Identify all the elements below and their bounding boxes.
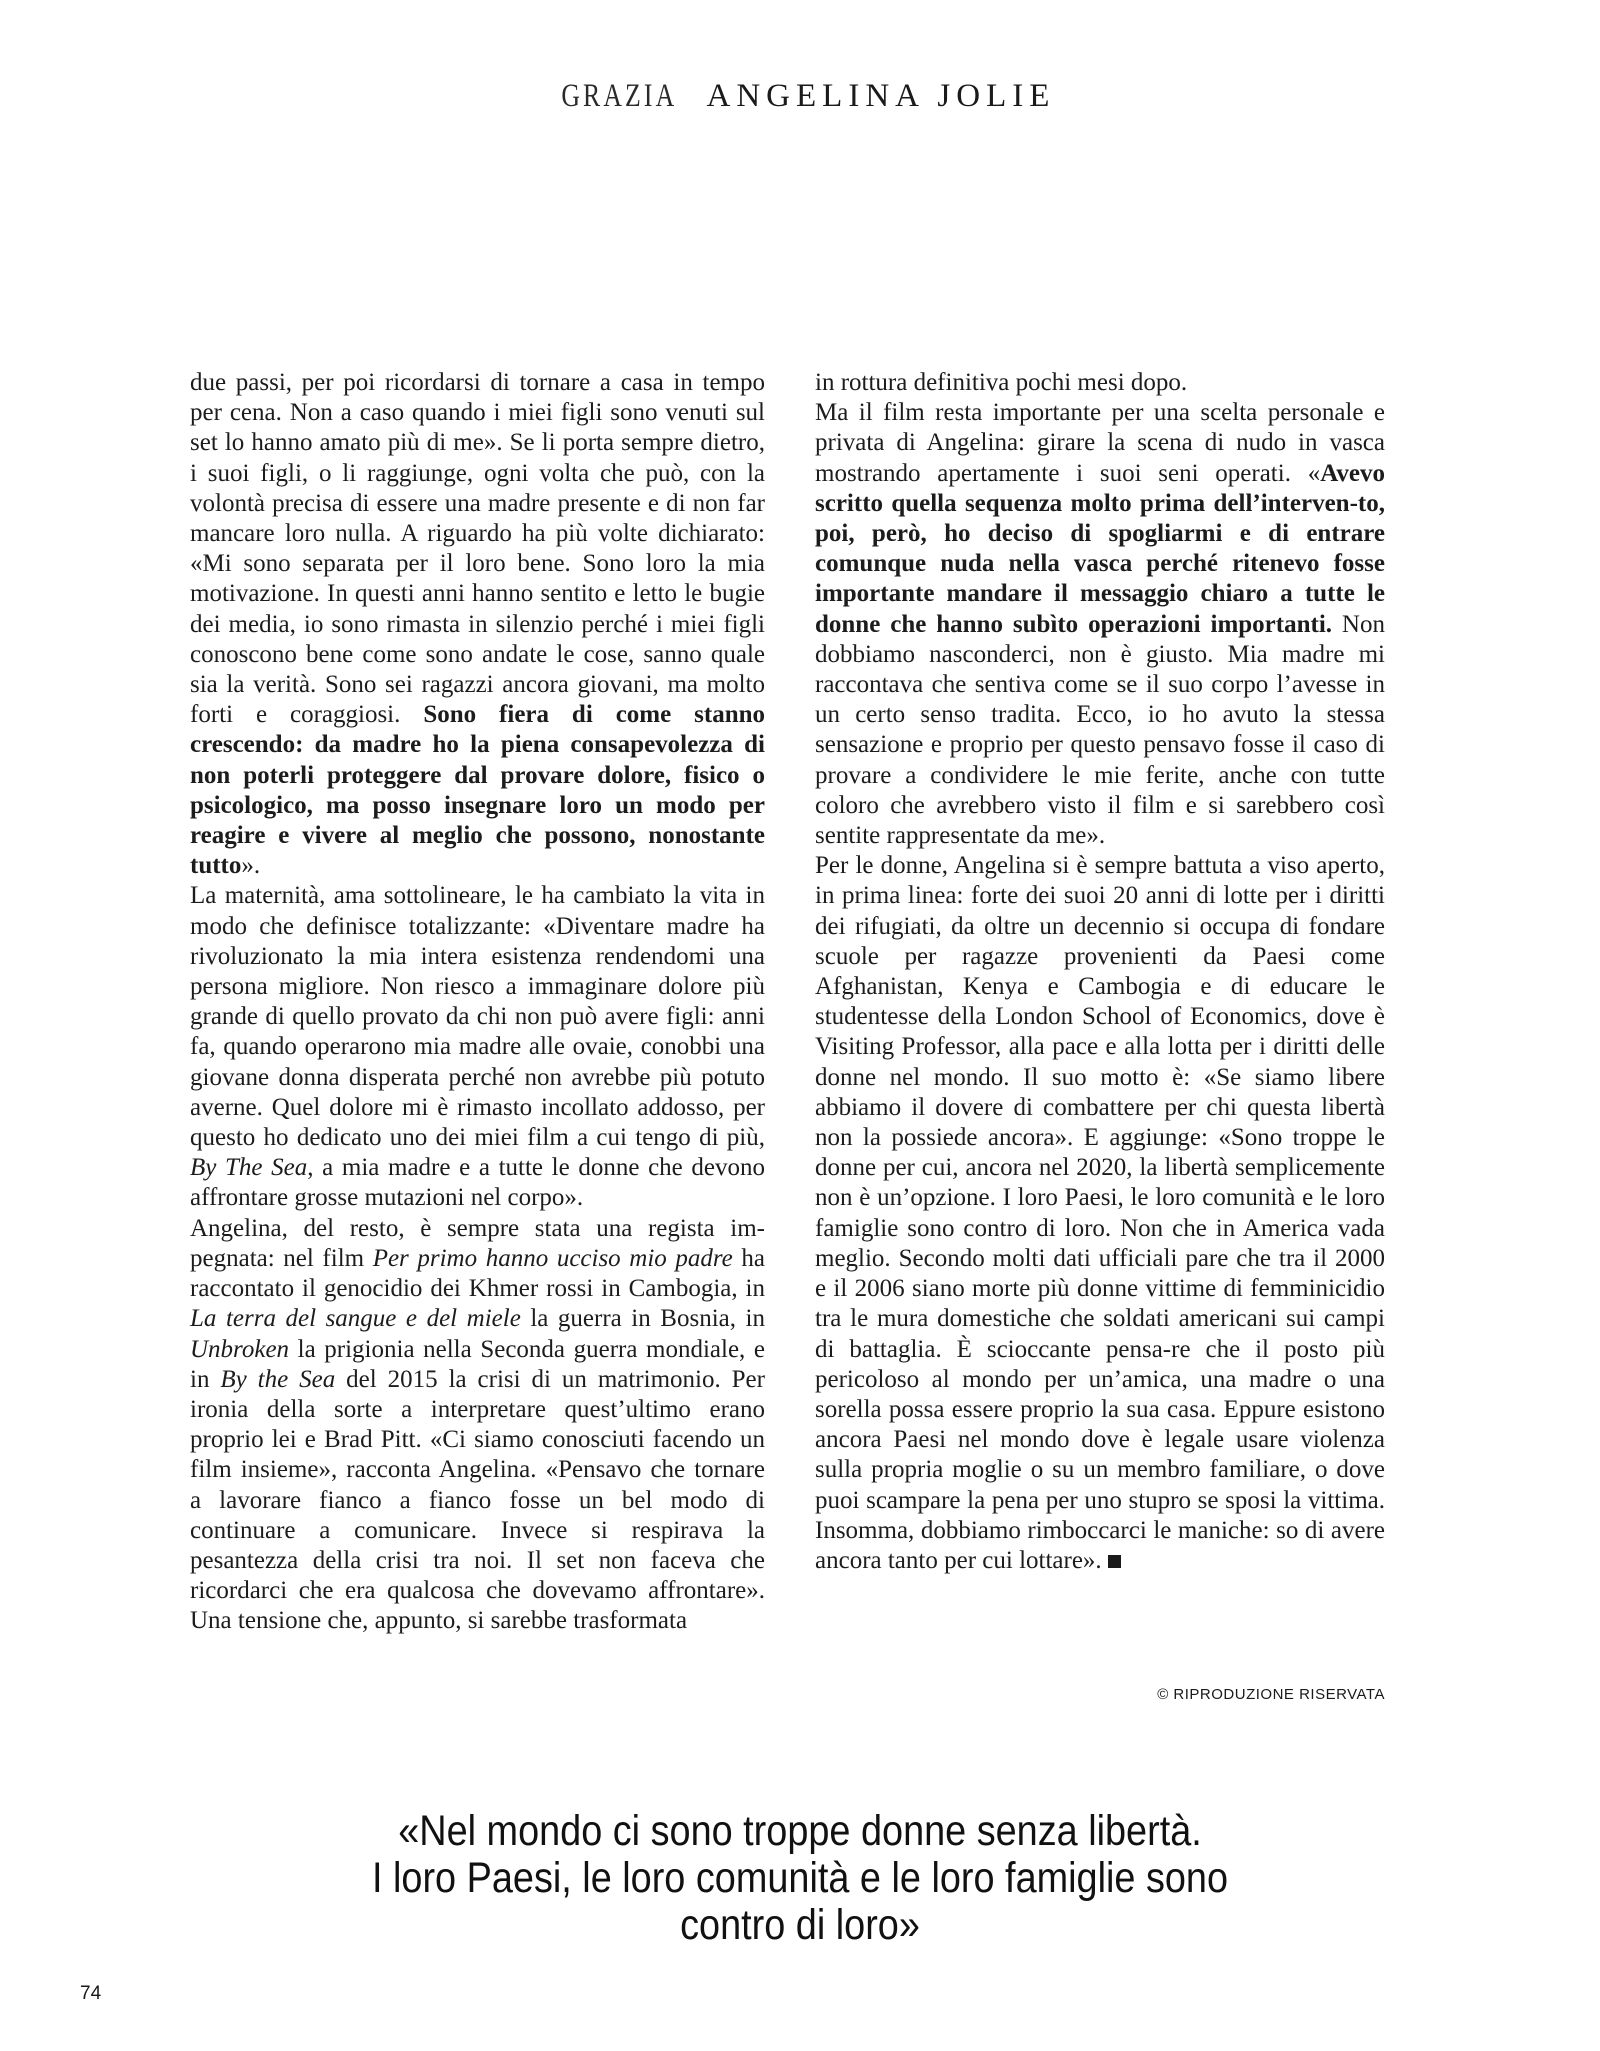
pull-quote-line: «Nel mondo ci sono troppe donne senza libertà. (398, 1807, 1202, 1855)
paragraph (815, 368, 1385, 398)
film-title: By The Sea (190, 1154, 308, 1182)
article-subject: ANGELINA JOLIE (706, 78, 1056, 114)
body-text: , a mia madre e a tutte le donne che devono affrontare grosse mutazioni nel corpo». (190, 1154, 765, 1212)
paragraph (815, 398, 1385, 851)
body-text: La maternità, ama sottolineare, le ha cambiato la vita in modo che definisce totalizzante: «Diventare madre ha rivoluzionato la mia intera esistenza rendendomi una persona migliore. Non riesco a immaginare dolore più grande di quello provato da chi non può avere figli: anni fa, quando operarono mia madre alle ovaie, conobbi una giovane donna disperata perché non avrebbe più potuto averne. Quel dolore mi è rimasto incollato addosso, per questo ho dedicato uno dei miei film a cui tengo di più, (190, 882, 765, 1152)
bold-quote: Avevo scritto quella sequenza molto prima dell’interven-to, poi, però, ho deciso di spogliarmi e di entrare comunque nuda nella vasca perché ritenevo fosse importante mandare il messaggio chiaro a tutte le donne che hanno subìto operazioni importanti. (815, 459, 1385, 638)
body-text: del 2015 la crisi di un matrimonio. Per ironia della sorte a interpretare quest’ultimo erano proprio lei e Brad Pitt. «Ci siamo conosciuti facendo un film insieme», racconta Angelina. «Pensavo che tornare a lavorare fianco a fianco fosse un bel modo di continuare a comunicare. Invece si respirava la pesantezza della crisi tra noi. Il set non faceva che ricordarci che era qualcosa che dovevamo affrontare». Una tensione che, appunto, si sarebbe trasformata (190, 1365, 765, 1635)
page-number: 74 (80, 1983, 102, 2004)
right-text-column (815, 368, 1385, 1576)
end-mark-icon (1108, 1555, 1121, 1568)
film-title: Per primo hanno ucciso mio padre (372, 1244, 733, 1272)
bold-quote: Sono fiera di come stanno crescendo: da madre ho la piena consapevolezza di non poterli proteggere dal provare dolore, fisico o psicologico, ma posso insegnare loro un modo per reagire e vivere al meglio che possono, nonostante tutto (190, 701, 766, 880)
left-text-column (190, 368, 765, 1637)
paragraph (190, 881, 765, 1213)
body-text: la prigionia nella Seconda guerra mondiale, e in (190, 1335, 765, 1393)
body-text: Angelina, del resto, è sempre stata una regista im-pegnata: nel film (190, 1214, 765, 1272)
paragraph (190, 1214, 765, 1637)
copyright-notice: © RIPRODUZIONE RISERVATA (1157, 1686, 1385, 1703)
body-text: Per le donne, Angelina si è sempre battuta a viso aperto, in prima linea: forte dei suoi 20 anni di lotte per i diritti dei rifugiati, da oltre un decennio si occupa di fondare scuole per ragazze provenienti da Paesi come Afghanistan, Kenya e Cambogia e di educare le studentesse della London School of Economics, dove è Visiting Professor, alla pace e alla lotta per i diritti delle donne nel mondo. Il suo motto è: «Se siamo libere abbiamo il dovere di combattere per chi questa libertà non la possiede ancora». E aggiunge: «Sono troppe le donne per cui, ancora nel 2020, la libertà semplicemente non è un’opzione. I loro Paesi, le loro comunità e le loro famiglie sono contro di loro. Non che in America vada meglio. Secondo molti dati ufficiali pare che tra il 2000 e il 2006 siano morte più donne vittime di femminicidio tra le mura domestiche che soldati americani sui campi di battaglia. È scioccante pensa-re che il posto più pericoloso al mondo per un’amica, una madre o una sorella possa essere proprio la sua casa. Eppure esistono ancora Paesi nel mondo dove è legale usare violenza sulla propria moglie o su un membro familiare, o dove puoi scampare la pena per uno stupro se sposi la vittima. Insomma, dobbiamo rimboccarci le maniche: so di avere ancora tanto per cui lottare». (815, 852, 1385, 1574)
film-title: Unbroken (190, 1335, 290, 1363)
body-text: ha raccontato il genocidio dei Khmer rossi in Cambogia, in (190, 1244, 765, 1303)
body-text: in rottura definitiva pochi mesi dopo. (815, 369, 1188, 396)
body-text: ». (241, 852, 261, 880)
pull-quote (272, 1808, 1328, 1949)
magazine-brand: GRAZIA (560, 78, 677, 114)
film-title: By the Sea (220, 1365, 336, 1393)
paragraph (190, 368, 765, 881)
running-header (0, 78, 1600, 115)
pull-quote-line: contro di loro» (680, 1901, 920, 1949)
film-title: La terra del sangue e del miele (190, 1305, 521, 1333)
body-text: la guerra in Bosnia, in (520, 1305, 765, 1333)
body-text: due passi, per poi ricordarsi di tornare a casa in tempo per cena. Non a caso quando i miei figli sono venuti sul set lo hanno amato più di me». Se li porta sempre dietro, i suoi figli, o li raggiunge, ogni volta che può, con la volontà precisa di essere una madre presente e di non far mancare loro nulla. A riguardo ha più volte dichiarato: «Mi sono separata per il loro bene. Sono loro la mia motivazione. In questi anni hanno sentito e letto le bugie dei media, io sono rimasta in silenzio perché i miei figli conoscono bene come sono andate le cose, sanno quale sia la verità. Sono sei ragazzi ancora giovani, ma molto forti e coraggiosi. (190, 369, 765, 729)
body-text: Ma il film resta importante per una scelta personale e privata di Angelina: girare la scena di nudo in vasca mostrando apertamente i suoi seni operati. « (815, 399, 1385, 487)
paragraph (815, 851, 1385, 1576)
body-text: Non dobbiamo nasconderci, non è giusto. Mia madre mi raccontava che sentiva come se il suo corpo l’avesse in un certo senso tradita. Ecco, io ho avuto la stessa sensazione e proprio per questo pensavo fosse il caso di provare a condividere le mie ferite, anche con tutte coloro che avrebbero visto il film e si sarebbero così sentite rappresentate da me». (815, 610, 1385, 850)
pull-quote-line: I loro Paesi, le loro comunità e le loro famiglie sono (371, 1854, 1229, 1902)
